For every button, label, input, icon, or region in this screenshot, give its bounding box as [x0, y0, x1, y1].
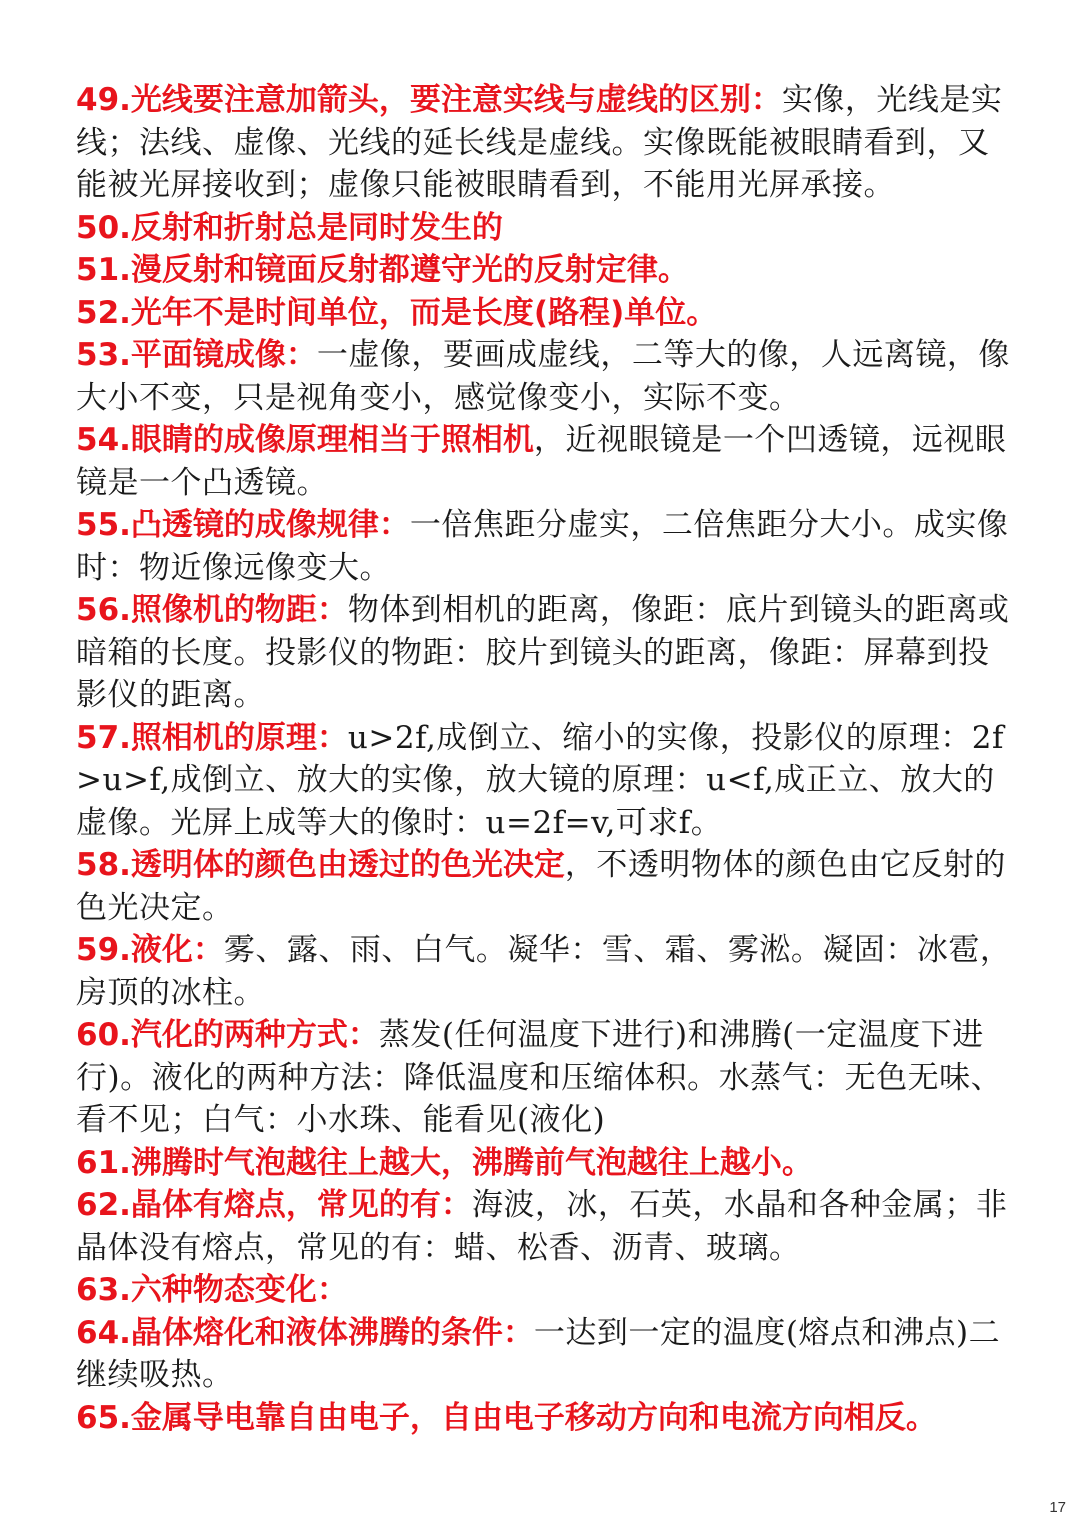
notes-list [76, 79, 1016, 1439]
note-60 [76, 1014, 1016, 1142]
note-body: 蒸发(任何温度下进行)和沸腾(一定温度下进行)。液化的两种方法：降低温度和压缩体积。水蒸气：无色无味、看不见；白气：小水珠、能看见(液化) [76, 1017, 1003, 1138]
note-highlight-text: 平面镜成像： [130, 337, 317, 373]
note-50 [76, 207, 1016, 250]
note-number: 60. [76, 1017, 131, 1053]
note-57 [76, 717, 1016, 845]
note-highlight [76, 82, 782, 118]
note-highlight-text: 晶体有熔点，常见的有： [130, 1187, 472, 1223]
note-highlight [76, 337, 317, 373]
note-number: 56. [76, 592, 131, 628]
note-number: 50. [76, 209, 131, 246]
note-number: 49. [76, 82, 131, 118]
note-highlight-text: 液化： [130, 932, 224, 968]
note-body: ，不透明物体的颜色由它反射的色光决定。 [76, 847, 1006, 926]
note-highlight [76, 932, 224, 968]
note-number: 58. [76, 847, 131, 883]
note-number: 54. [76, 422, 131, 458]
note-61 [76, 1142, 1016, 1185]
note-highlight [76, 1315, 534, 1351]
note-53 [76, 334, 1016, 419]
note-highlight [76, 1272, 348, 1308]
note-highlight [76, 507, 410, 543]
note-highlight-text: 凸透镜的成像规律： [130, 507, 410, 543]
note-body: 一倍焦距分虚实，二倍焦距分大小。成实像时：物近像远像变大。 [76, 507, 1009, 586]
note-highlight [76, 1017, 379, 1053]
note-highlight-text: 照相机的原理： [130, 719, 348, 756]
note-body: 实像，光线是实线；法线、虚像、光线的延长线是虚线。实像既能被眼睛看到，又能被光屏接收到；虚像只能被眼睛看到，不能用光屏承接。 [76, 82, 1003, 203]
note-number: 63. [76, 1272, 131, 1308]
note-55 [76, 504, 1016, 589]
note-body: 雾、露、雨、白气。凝华：雪、霜、雾淞。凝固：冰雹，房顶的冰柱。 [76, 932, 1012, 1011]
note-highlight [76, 592, 348, 628]
note-highlight-text: 六种物态变化： [130, 1272, 348, 1308]
note-highlight [76, 252, 689, 288]
note-highlight [76, 720, 348, 756]
note-highlight-text: 汽化的两种方式： [130, 1017, 379, 1053]
note-58 [76, 844, 1016, 929]
note-highlight [76, 295, 717, 331]
note-number: 53. [76, 337, 131, 373]
note-number: 51. [76, 252, 131, 288]
note-63 [76, 1269, 1016, 1312]
note-highlight-text: 沸腾时气泡越往上越大，沸腾前气泡越往上越小。 [130, 1144, 813, 1181]
note-54 [76, 419, 1016, 504]
note-highlight [76, 210, 503, 246]
note-highlight [76, 422, 534, 458]
note-body: 一达到一定的温度(熔点和沸点)二继续吸热。 [76, 1314, 1001, 1393]
note-number: 64. [76, 1314, 131, 1351]
note-59 [76, 929, 1016, 1014]
note-highlight-text: 光线要注意加箭头，要注意实线与虚线的区别： [130, 82, 782, 118]
note-body: 一虚像，要画成虚线，二等大的像，人远离镜，像大小不变，只是视角变小，感觉像变小，实际不变。 [76, 337, 1010, 416]
note-highlight [76, 1400, 937, 1436]
note-52 [76, 292, 1016, 335]
note-65 [76, 1397, 1016, 1440]
note-number: 57. [76, 719, 131, 756]
note-number: 65. [76, 1399, 131, 1436]
note-64 [76, 1312, 1016, 1397]
note-highlight-text: 眼睛的成像原理相当于照相机 [130, 422, 534, 458]
note-number: 61. [76, 1144, 131, 1181]
note-51 [76, 249, 1016, 292]
note-highlight [76, 847, 565, 883]
note-body: 物体到相机的距离，像距：底片到镜头的距离或暗箱的长度。投影仪的物距：胶片到镜头的距离，像距：屏幕到投影仪的距离。 [76, 592, 1010, 713]
note-highlight [76, 1145, 813, 1181]
page-number: 17 [1049, 1499, 1066, 1516]
note-highlight-text: 漫反射和镜面反射都遵守光的反射定律。 [130, 252, 689, 288]
note-number: 52. [76, 294, 131, 331]
note-highlight-text: 反射和折射总是同时发生的 [130, 209, 503, 246]
note-number: 55. [76, 507, 131, 543]
note-number: 62. [76, 1187, 131, 1223]
note-body: u>2f,成倒立、缩小的实像，投影仪的原理：2f>u>f,成倒立、放大的实像，放大镜的原理：u<f,成正立、放大的虚像。光屏上成等大的像时：u=2f=v,可求f。 [76, 719, 1005, 841]
note-body: 海波，冰，石英，水晶和各种金属；非晶体没有熔点，常见的有：蜡、松香、沥青、玻璃。 [76, 1187, 1008, 1266]
note-56 [76, 589, 1016, 717]
note-highlight-text: 照像机的物距： [130, 592, 348, 628]
note-number: 59. [76, 932, 131, 968]
note-highlight-text: 晶体熔化和液体沸腾的条件： [130, 1314, 534, 1351]
note-highlight [76, 1187, 472, 1223]
note-body: ，近视眼镜是一个凹透镜，远视眼镜是一个凸透镜。 [76, 422, 1007, 501]
note-49 [76, 79, 1016, 207]
note-62 [76, 1184, 1016, 1269]
note-highlight-text: 光年不是时间单位，而是长度(路程)单位。 [130, 294, 718, 331]
note-highlight-text: 透明体的颜色由透过的色光决定 [130, 847, 565, 883]
note-highlight-text: 金属导电靠自由电子，自由电子移动方向和电流方向相反。 [130, 1399, 937, 1436]
